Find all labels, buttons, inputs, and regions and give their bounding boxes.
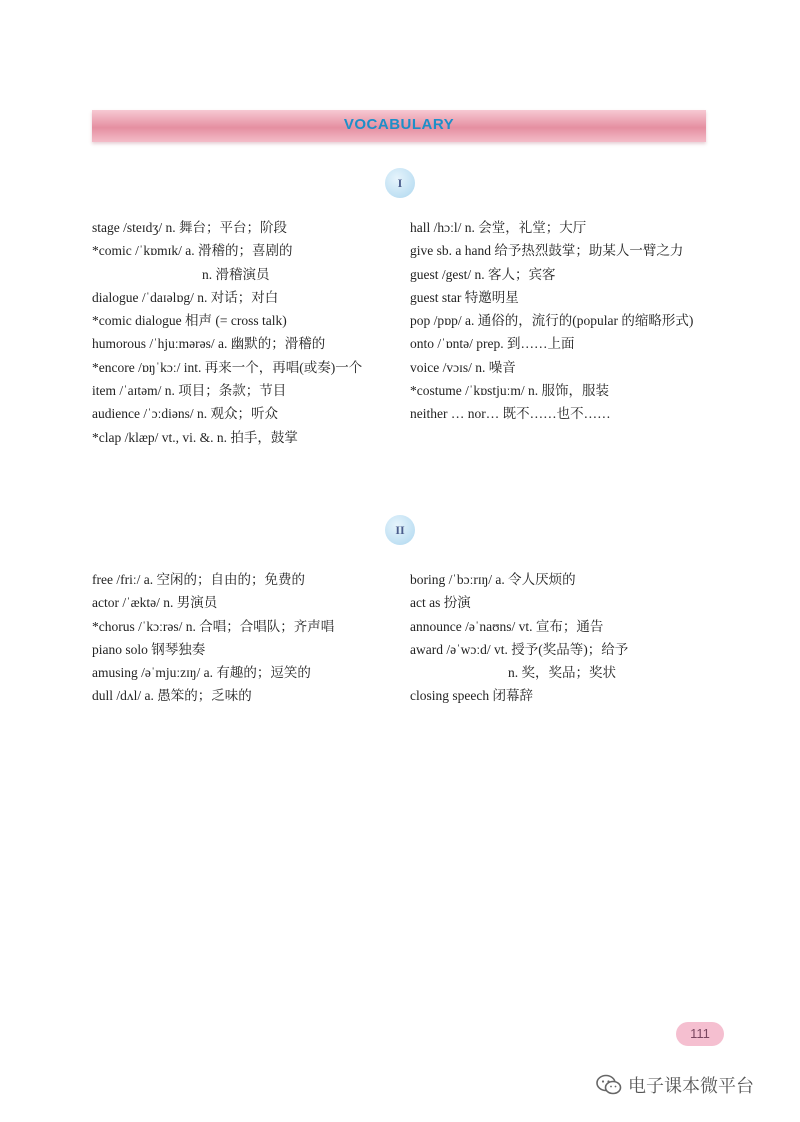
section-2-badge xyxy=(385,515,415,545)
section-1-badge xyxy=(385,168,415,198)
vocab-entry: give sb. a hand 给予热烈鼓掌；助某人一臂之力 xyxy=(410,243,684,259)
vocab-entry: piano solo 钢琴独奏 xyxy=(92,641,206,657)
vocab-entry: hall /hɔːl/ n. 会堂，礼堂；大厅 xyxy=(410,220,587,235)
vocab-entry: actor /ˈæktə/ n. 男演员 xyxy=(92,595,218,611)
vocab-entry: item /ˈaɪtəm/ n. 项目；条款；节目 xyxy=(92,383,287,399)
vocab-entry: closing speech 闭幕辞 xyxy=(410,688,533,704)
vocab-entry: boring /ˈbɔːrɪŋ/ a. 令人厌烦的 xyxy=(410,572,576,587)
wechat-icon xyxy=(596,1074,622,1096)
vocab-entry: onto /ˈɒntə/ prep. 到……上面 xyxy=(410,336,575,352)
vocab-entry: pop /pɒp/ a. 通俗的，流行的(popular 的缩略形式) xyxy=(410,313,694,329)
vocab-entry: announce /əˈnaʊns/ vt. 宣布；通告 xyxy=(410,618,604,634)
vocab-entry: *comic /ˈkɒmɪk/ a. 滑稽的；喜剧的 xyxy=(92,243,293,259)
vocab-entry: dull /dʌl/ a. 愚笨的；乏味的 xyxy=(92,688,252,704)
vocab-entry: voice /vɔɪs/ n. 噪音 xyxy=(410,359,516,375)
section-1-left-column xyxy=(92,216,392,449)
section-1-label: I xyxy=(397,175,403,190)
vocab-entry: *clap /klæp/ vt., vi. &. n. 拍手，鼓掌 xyxy=(92,429,298,445)
page-number: 111 xyxy=(676,1022,724,1046)
vocab-entry: dialogue /ˈdaɪəlɒg/ n. 对话；对白 xyxy=(92,289,279,305)
vocab-entry: n. 滑稽演员 xyxy=(202,266,270,282)
vocab-entry: free /friː/ a. 空闲的；自由的；免费的 xyxy=(92,572,305,587)
vocab-entry: stage /steɪdʒ/ n. 舞台；平台；阶段 xyxy=(92,220,287,235)
vocab-entry: *comic dialogue 相声 (= cross talk) xyxy=(92,313,287,329)
vocab-entry: n. 奖，奖品；奖状 xyxy=(508,665,616,681)
vocab-entry: guest star 特邀明星 xyxy=(410,289,519,305)
vocab-entry: amusing /əˈmjuːzɪŋ/ a. 有趣的；逗笑的 xyxy=(92,665,311,681)
watermark-text: 电子课本微平台 xyxy=(628,1076,754,1097)
title-banner xyxy=(92,110,706,142)
vocab-entry: *encore /ɒŋˈkɔː/ int. 再来一个，再唱(或奏)一个 xyxy=(92,359,363,375)
vocab-entry: act as 扮演 xyxy=(410,595,471,611)
section-2-right-column xyxy=(410,568,710,708)
vocab-entry: neither … nor… 既不……也不…… xyxy=(410,406,611,422)
vocab-entry: *chorus /ˈkɔːrəs/ n. 合唱；合唱队；齐声唱 xyxy=(92,618,335,634)
vocab-entry: award /əˈwɔːd/ vt. 授予(奖品等)；给予 xyxy=(410,641,629,657)
section-2-left-column xyxy=(92,568,392,708)
page-title: VOCABULARY xyxy=(343,116,455,133)
vocab-entry: audience /ˈɔːdiəns/ n. 观众；听众 xyxy=(92,406,278,422)
vocab-entry: humorous /ˈhjuːmərəs/ a. 幽默的；滑稽的 xyxy=(92,336,326,352)
section-2-label: II xyxy=(395,522,405,537)
vocab-entry: *costume /ˈkɒstjuːm/ n. 服饰，服装 xyxy=(410,383,610,399)
watermark xyxy=(596,1071,754,1099)
section-1-right-column xyxy=(410,216,710,426)
vocab-entry: guest /gest/ n. 客人；宾客 xyxy=(410,266,556,282)
